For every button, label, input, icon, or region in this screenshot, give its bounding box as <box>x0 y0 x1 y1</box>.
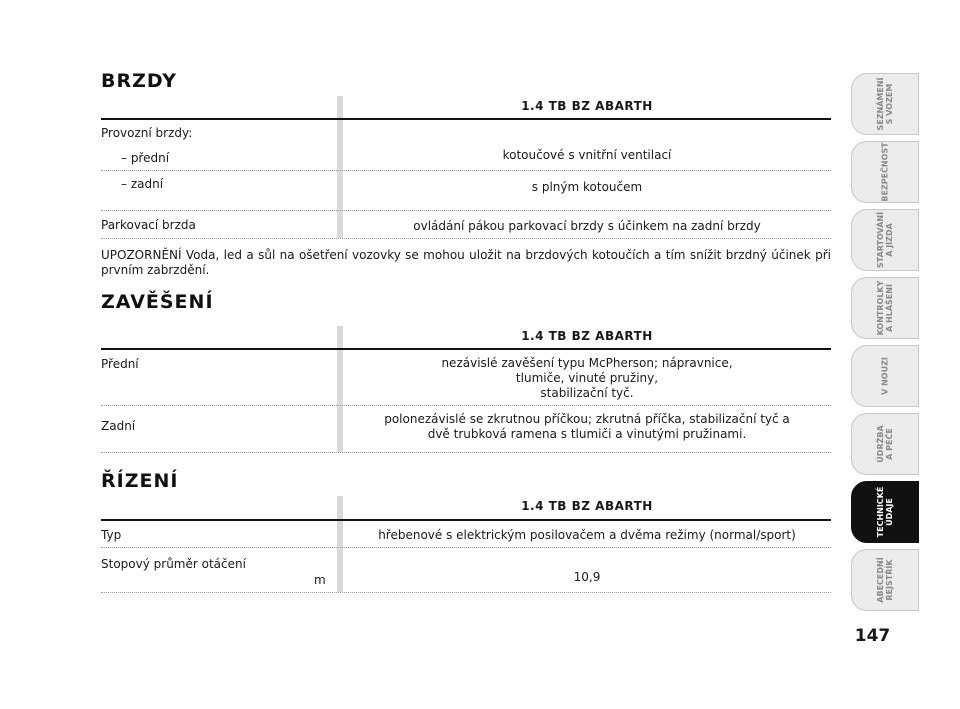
steering-column-header: 1.4 TB BZ ABARTH <box>521 499 653 513</box>
steering-row-value: 10,9 <box>573 570 601 584</box>
suspension-row-value <box>343 356 831 401</box>
value-line: dvě trubková ramena s tlumiči a vinutými pružinami. <box>427 427 747 441</box>
tab-seznameni-s-vozem[interactable] <box>851 73 919 135</box>
tab-label: STARTOVÁNÍ A JÍZDA <box>876 211 894 269</box>
brakes-row-label: – zadní <box>121 177 164 191</box>
suspension-row-label: Zadní <box>101 419 136 433</box>
brakes-header-rule <box>101 118 831 120</box>
suspension-header-rule <box>101 348 831 350</box>
steering-row-unit: m <box>314 573 326 587</box>
row-divider <box>101 592 831 593</box>
tab-kontrolky-a-hlaseni[interactable] <box>851 277 919 339</box>
brakes-row-label: Provozní brzdy: <box>101 126 193 140</box>
tab-technicke-udaje[interactable] <box>851 481 919 543</box>
row-divider <box>101 170 831 171</box>
steering-header-rule <box>101 519 831 521</box>
suspension-title: ZAVĚŠENÍ <box>101 291 214 313</box>
tab-abecedni-rejstrik[interactable] <box>851 549 919 611</box>
steering-title: ŘÍZENÍ <box>101 470 179 492</box>
brakes-title: BRZDY <box>101 70 178 92</box>
value-line: tlumiče, vinuté pružiny, <box>515 371 659 385</box>
value-line: stabilizační tyč. <box>540 386 634 400</box>
page-number: 147 <box>854 626 891 646</box>
tab-label: ABECEDNÍ REJSTŘÍK <box>876 557 894 603</box>
tab-udrzba-a-pece[interactable] <box>851 413 919 475</box>
steering-row-value: hřebenové s elektrickým posilovačem a dvěma režimy (normal/sport) <box>378 528 796 542</box>
value-line: polonezávislé se zkrutnou příčkou; zkrutná příčka, stabilizační tyč a <box>384 412 790 426</box>
steering-row-label: Stopový průměr otáčení <box>101 557 246 571</box>
brakes-row-label: – přední <box>121 151 170 165</box>
steering-row-label: Typ <box>101 528 122 542</box>
row-divider <box>101 210 831 211</box>
tab-label: KONTROLKY A HLÁŠENÍ <box>876 280 894 336</box>
row-divider <box>101 405 831 406</box>
tab-label: ÚDRŽBA A PÉČE <box>876 425 894 463</box>
tab-label: BEZPEČNOST <box>880 142 890 202</box>
brakes-row-value: s plným kotoučem <box>531 180 643 194</box>
tab-startovani-a-jizda[interactable] <box>851 209 919 271</box>
tab-v-nouzi[interactable] <box>851 345 919 407</box>
suspension-row-label: Přední <box>101 357 139 371</box>
brakes-warning-note: UPOZORNĚNÍ Voda, led a sůl na ošetření vozovky se mohou uložit na brzdových kotoučích a tím snížit brzdný účinek při prvním zabrzdění. <box>101 248 831 277</box>
brakes-row-value: ovládání pákou parkovací brzdy s účinkem na zadní brzdy <box>413 219 761 233</box>
row-divider <box>101 238 831 239</box>
brakes-row-label: Parkovací brzda <box>101 218 196 232</box>
tab-bezpecnost[interactable] <box>851 141 919 203</box>
row-divider <box>101 452 831 453</box>
row-divider <box>101 547 831 548</box>
tab-label: TECHNICKÉ ÚDAJE <box>876 486 894 538</box>
brakes-column-header: 1.4 TB BZ ABARTH <box>521 99 653 113</box>
tab-label: SEZNÁMENÍ S VOZEM <box>876 77 894 131</box>
tab-label: V NOUZI <box>880 357 890 395</box>
brakes-row-value: kotoučové s vnitřní ventilací <box>502 148 672 162</box>
suspension-column-header: 1.4 TB BZ ABARTH <box>521 329 653 343</box>
suspension-row-value <box>343 412 831 442</box>
value-line: nezávislé zavěšení typu McPherson; nápravnice, <box>441 356 733 370</box>
